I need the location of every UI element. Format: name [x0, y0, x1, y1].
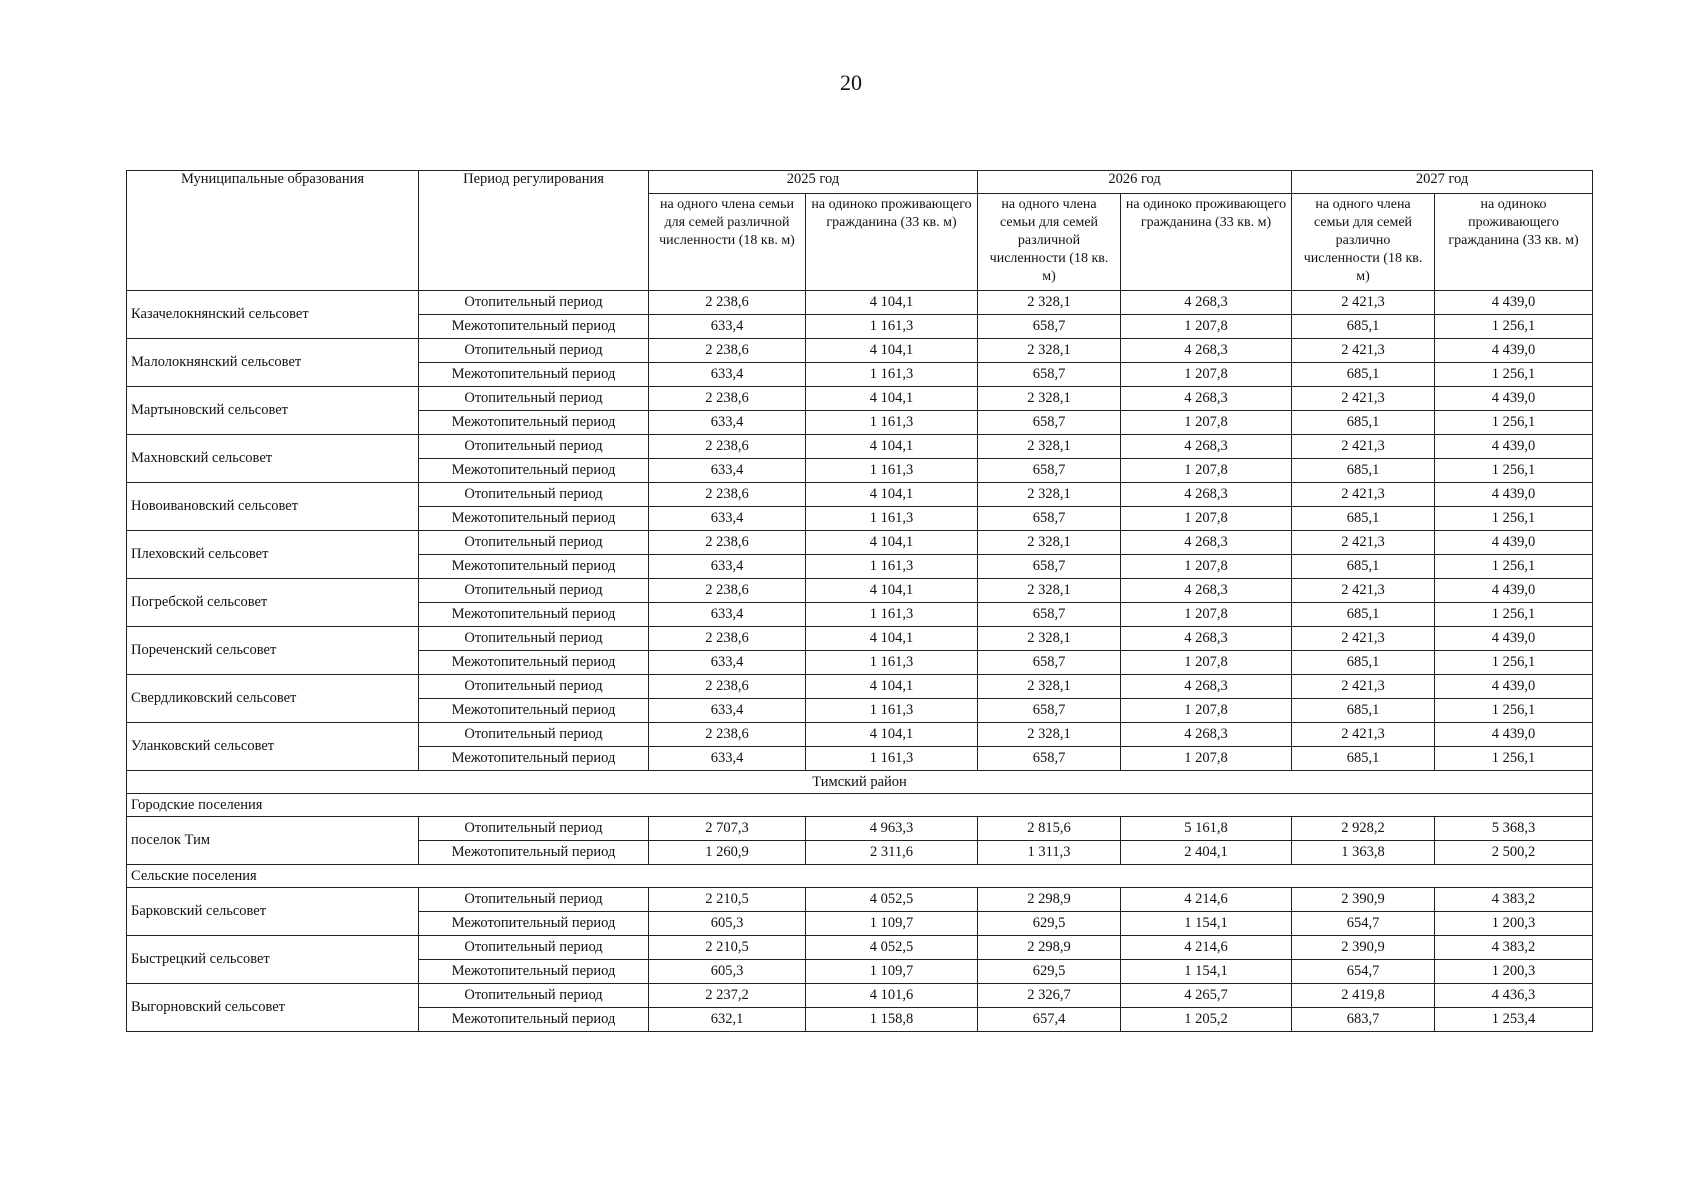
municipality-name: Плеховский сельсовет [127, 531, 419, 579]
period-label: Отопительный период [419, 579, 649, 603]
value-cell: 1 256,1 [1435, 651, 1593, 675]
value-cell: 1 260,9 [649, 841, 806, 865]
tariff-table [126, 170, 1593, 1032]
value-cell: 1 256,1 [1435, 363, 1593, 387]
value-cell: 4 439,0 [1435, 435, 1593, 459]
value-cell: 4 101,6 [806, 984, 978, 1008]
table-row [127, 579, 1593, 603]
value-cell: 4 963,3 [806, 817, 978, 841]
value-cell: 4 439,0 [1435, 723, 1593, 747]
value-cell: 2 421,3 [1292, 579, 1435, 603]
value-cell: 1 207,8 [1121, 747, 1292, 771]
value-cell: 1 158,8 [806, 1008, 978, 1032]
header-per-family-member: на одного члена семьи для семей различной численности (18 кв. м) [649, 194, 806, 291]
value-cell: 4 439,0 [1435, 483, 1593, 507]
value-cell: 2 390,9 [1292, 888, 1435, 912]
value-cell: 4 104,1 [806, 723, 978, 747]
value-cell: 2 237,2 [649, 984, 806, 1008]
value-cell: 4 439,0 [1435, 387, 1593, 411]
value-cell: 632,1 [649, 1008, 806, 1032]
value-cell: 1 161,3 [806, 411, 978, 435]
value-cell: 633,4 [649, 507, 806, 531]
value-cell: 1 207,8 [1121, 507, 1292, 531]
period-label: Отопительный период [419, 888, 649, 912]
period-label: Межотопительный период [419, 363, 649, 387]
value-cell: 4 268,3 [1121, 627, 1292, 651]
section-row [127, 771, 1593, 794]
value-cell: 654,7 [1292, 960, 1435, 984]
value-cell: 633,4 [649, 603, 806, 627]
value-cell: 629,5 [978, 960, 1121, 984]
value-cell: 2 238,6 [649, 627, 806, 651]
value-cell: 685,1 [1292, 555, 1435, 579]
section-title: Тимский район [127, 771, 1593, 794]
value-cell: 658,7 [978, 363, 1121, 387]
group-row [127, 794, 1593, 817]
value-cell: 1 207,8 [1121, 363, 1292, 387]
value-cell: 2 238,6 [649, 675, 806, 699]
value-cell: 2 404,1 [1121, 841, 1292, 865]
value-cell: 2 421,3 [1292, 387, 1435, 411]
value-cell: 4 104,1 [806, 579, 978, 603]
header-year-2027: 2027 год [1292, 171, 1593, 194]
value-cell: 633,4 [649, 363, 806, 387]
value-cell: 1 109,7 [806, 960, 978, 984]
value-cell: 1 256,1 [1435, 411, 1593, 435]
value-cell: 1 161,3 [806, 507, 978, 531]
header-per-family-member: на одного члена семьи для семей различной численности (18 кв. м) [978, 194, 1121, 291]
value-cell: 2 238,6 [649, 387, 806, 411]
value-cell: 685,1 [1292, 699, 1435, 723]
value-cell: 1 200,3 [1435, 912, 1593, 936]
period-label: Межотопительный период [419, 603, 649, 627]
period-label: Межотопительный период [419, 912, 649, 936]
value-cell: 2 328,1 [978, 435, 1121, 459]
value-cell: 4 104,1 [806, 675, 978, 699]
value-cell: 1 207,8 [1121, 651, 1292, 675]
value-cell: 685,1 [1292, 315, 1435, 339]
value-cell: 2 421,3 [1292, 675, 1435, 699]
value-cell: 1 256,1 [1435, 459, 1593, 483]
municipality-name: Новоивановский сельсовет [127, 483, 419, 531]
value-cell: 4 439,0 [1435, 627, 1593, 651]
value-cell: 1 109,7 [806, 912, 978, 936]
value-cell: 1 205,2 [1121, 1008, 1292, 1032]
tariff-table-container [126, 170, 1592, 1032]
value-cell: 4 436,3 [1435, 984, 1593, 1008]
value-cell: 1 256,1 [1435, 603, 1593, 627]
value-cell: 685,1 [1292, 411, 1435, 435]
value-cell: 2 238,6 [649, 531, 806, 555]
value-cell: 2 421,3 [1292, 627, 1435, 651]
value-cell: 685,1 [1292, 603, 1435, 627]
header-single-citizen: на одиноко проживающего гражданина (33 кв. м) [1435, 194, 1593, 291]
value-cell: 1 207,8 [1121, 699, 1292, 723]
municipality-name: Казачелокнянский сельсовет [127, 291, 419, 339]
value-cell: 4 268,3 [1121, 579, 1292, 603]
group-title: Сельские поселения [127, 865, 1593, 888]
value-cell: 2 500,2 [1435, 841, 1593, 865]
header-year-2025: 2025 год [649, 171, 978, 194]
value-cell: 685,1 [1292, 459, 1435, 483]
table-row [127, 723, 1593, 747]
table-row [127, 627, 1593, 651]
value-cell: 633,4 [649, 315, 806, 339]
value-cell: 2 421,3 [1292, 339, 1435, 363]
value-cell: 2 328,1 [978, 579, 1121, 603]
period-label: Межотопительный период [419, 747, 649, 771]
value-cell: 633,4 [649, 459, 806, 483]
value-cell: 4 268,3 [1121, 291, 1292, 315]
period-label: Отопительный период [419, 936, 649, 960]
value-cell: 2 419,8 [1292, 984, 1435, 1008]
value-cell: 2 238,6 [649, 723, 806, 747]
value-cell: 2 326,7 [978, 984, 1121, 1008]
value-cell: 2 298,9 [978, 936, 1121, 960]
value-cell: 658,7 [978, 555, 1121, 579]
table-row [127, 339, 1593, 363]
period-label: Межотопительный период [419, 699, 649, 723]
value-cell: 2 328,1 [978, 675, 1121, 699]
value-cell: 1 161,3 [806, 699, 978, 723]
table-row [127, 483, 1593, 507]
period-label: Межотопительный период [419, 459, 649, 483]
value-cell: 2 238,6 [649, 435, 806, 459]
value-cell: 1 207,8 [1121, 603, 1292, 627]
municipality-name: Свердликовский сельсовет [127, 675, 419, 723]
value-cell: 2 328,1 [978, 723, 1121, 747]
value-cell: 1 207,8 [1121, 555, 1292, 579]
value-cell: 1 154,1 [1121, 912, 1292, 936]
value-cell: 1 256,1 [1435, 315, 1593, 339]
page-number: 20 [840, 70, 862, 95]
value-cell: 4 268,3 [1121, 483, 1292, 507]
period-label: Межотопительный период [419, 315, 649, 339]
value-cell: 4 104,1 [806, 387, 978, 411]
value-cell: 1 154,1 [1121, 960, 1292, 984]
table-body [127, 291, 1593, 1032]
header-municipality: Муниципальные образования [127, 171, 419, 291]
value-cell: 4 439,0 [1435, 291, 1593, 315]
value-cell: 2 298,9 [978, 888, 1121, 912]
value-cell: 5 368,3 [1435, 817, 1593, 841]
value-cell: 1 256,1 [1435, 699, 1593, 723]
municipality-name: Быстрецкий сельсовет [127, 936, 419, 984]
period-label: Отопительный период [419, 675, 649, 699]
value-cell: 2 707,3 [649, 817, 806, 841]
value-cell: 1 256,1 [1435, 555, 1593, 579]
period-label: Отопительный период [419, 435, 649, 459]
value-cell: 658,7 [978, 699, 1121, 723]
value-cell: 4 439,0 [1435, 339, 1593, 363]
period-label: Отопительный период [419, 627, 649, 651]
period-label: Отопительный период [419, 984, 649, 1008]
value-cell: 657,4 [978, 1008, 1121, 1032]
value-cell: 4 268,3 [1121, 723, 1292, 747]
value-cell: 605,3 [649, 912, 806, 936]
municipality-name: Уланковский сельсовет [127, 723, 419, 771]
period-label: Межотопительный период [419, 651, 649, 675]
group-title: Городские поселения [127, 794, 1593, 817]
period-label: Отопительный период [419, 387, 649, 411]
value-cell: 633,4 [649, 699, 806, 723]
value-cell: 1 207,8 [1121, 459, 1292, 483]
value-cell: 2 328,1 [978, 627, 1121, 651]
value-cell: 683,7 [1292, 1008, 1435, 1032]
period-label: Отопительный период [419, 291, 649, 315]
value-cell: 685,1 [1292, 507, 1435, 531]
value-cell: 4 104,1 [806, 339, 978, 363]
value-cell: 1 161,3 [806, 555, 978, 579]
value-cell: 1 256,1 [1435, 507, 1593, 531]
value-cell: 4 268,3 [1121, 339, 1292, 363]
value-cell: 2 421,3 [1292, 483, 1435, 507]
value-cell: 658,7 [978, 411, 1121, 435]
value-cell: 685,1 [1292, 363, 1435, 387]
value-cell: 658,7 [978, 747, 1121, 771]
value-cell: 2 421,3 [1292, 723, 1435, 747]
value-cell: 1 161,3 [806, 651, 978, 675]
value-cell: 1 161,3 [806, 363, 978, 387]
value-cell: 2 210,5 [649, 936, 806, 960]
value-cell: 1 363,8 [1292, 841, 1435, 865]
value-cell: 2 238,6 [649, 579, 806, 603]
value-cell: 633,4 [649, 651, 806, 675]
table-row [127, 984, 1593, 1008]
period-label: Отопительный период [419, 531, 649, 555]
value-cell: 2 238,6 [649, 483, 806, 507]
value-cell: 1 200,3 [1435, 960, 1593, 984]
value-cell: 2 421,3 [1292, 291, 1435, 315]
value-cell: 4 104,1 [806, 627, 978, 651]
value-cell: 4 439,0 [1435, 579, 1593, 603]
value-cell: 658,7 [978, 459, 1121, 483]
value-cell: 633,4 [649, 411, 806, 435]
value-cell: 658,7 [978, 651, 1121, 675]
value-cell: 4 268,3 [1121, 675, 1292, 699]
value-cell: 2 328,1 [978, 531, 1121, 555]
value-cell: 4 439,0 [1435, 675, 1593, 699]
header-single-citizen: на одиноко проживающего гражданина (33 кв. м) [1121, 194, 1292, 291]
value-cell: 685,1 [1292, 747, 1435, 771]
group-row [127, 865, 1593, 888]
value-cell: 605,3 [649, 960, 806, 984]
value-cell: 2 210,5 [649, 888, 806, 912]
period-label: Межотопительный период [419, 841, 649, 865]
header-single-citizen: на одиноко проживающего гражданина (33 кв. м) [806, 194, 978, 291]
table-row [127, 817, 1593, 841]
period-label: Межотопительный период [419, 555, 649, 579]
value-cell: 4 383,2 [1435, 888, 1593, 912]
period-label: Отопительный период [419, 817, 649, 841]
value-cell: 633,4 [649, 555, 806, 579]
value-cell: 1 207,8 [1121, 315, 1292, 339]
period-label: Отопительный период [419, 723, 649, 747]
value-cell: 629,5 [978, 912, 1121, 936]
period-label: Отопительный период [419, 483, 649, 507]
value-cell: 1 161,3 [806, 747, 978, 771]
municipality-name: поселок Тим [127, 817, 419, 865]
value-cell: 1 311,3 [978, 841, 1121, 865]
value-cell: 2 328,1 [978, 339, 1121, 363]
value-cell: 4 265,7 [1121, 984, 1292, 1008]
municipality-name: Выгорновский сельсовет [127, 984, 419, 1032]
value-cell: 4 104,1 [806, 483, 978, 507]
municipality-name: Мартыновский сельсовет [127, 387, 419, 435]
value-cell: 654,7 [1292, 912, 1435, 936]
value-cell: 658,7 [978, 603, 1121, 627]
value-cell: 1 161,3 [806, 603, 978, 627]
table-row [127, 888, 1593, 912]
value-cell: 4 104,1 [806, 435, 978, 459]
value-cell: 4 268,3 [1121, 435, 1292, 459]
value-cell: 2 311,6 [806, 841, 978, 865]
value-cell: 2 421,3 [1292, 531, 1435, 555]
table-row [127, 435, 1593, 459]
period-label: Межотопительный период [419, 507, 649, 531]
municipality-name: Махновский сельсовет [127, 435, 419, 483]
value-cell: 685,1 [1292, 651, 1435, 675]
value-cell: 4 439,0 [1435, 531, 1593, 555]
table-row [127, 531, 1593, 555]
value-cell: 2 815,6 [978, 817, 1121, 841]
table-row [127, 291, 1593, 315]
value-cell: 4 104,1 [806, 531, 978, 555]
value-cell: 2 390,9 [1292, 936, 1435, 960]
municipality-name: Погребской сельсовет [127, 579, 419, 627]
value-cell: 4 214,6 [1121, 936, 1292, 960]
value-cell: 2 238,6 [649, 339, 806, 363]
period-label: Отопительный период [419, 339, 649, 363]
value-cell: 1 256,1 [1435, 747, 1593, 771]
header-per-family-member: на одного члена семьи для семей различно численности (18 кв. м) [1292, 194, 1435, 291]
municipality-name: Малолокнянский сельсовет [127, 339, 419, 387]
period-label: Межотопительный период [419, 411, 649, 435]
value-cell: 4 104,1 [806, 291, 978, 315]
header-period: Период регулирования [419, 171, 649, 291]
value-cell: 4 383,2 [1435, 936, 1593, 960]
value-cell: 633,4 [649, 747, 806, 771]
municipality-name: Барковский сельсовет [127, 888, 419, 936]
header-year-2026: 2026 год [978, 171, 1292, 194]
table-row [127, 387, 1593, 411]
value-cell: 1 253,4 [1435, 1008, 1593, 1032]
value-cell: 2 238,6 [649, 291, 806, 315]
value-cell: 4 268,3 [1121, 387, 1292, 411]
municipality-name: Пореченский сельсовет [127, 627, 419, 675]
value-cell: 4 052,5 [806, 888, 978, 912]
value-cell: 4 214,6 [1121, 888, 1292, 912]
value-cell: 2 421,3 [1292, 435, 1435, 459]
table-row [127, 675, 1593, 699]
value-cell: 1 161,3 [806, 459, 978, 483]
table-row [127, 936, 1593, 960]
value-cell: 2 328,1 [978, 291, 1121, 315]
value-cell: 658,7 [978, 507, 1121, 531]
value-cell: 4 268,3 [1121, 531, 1292, 555]
value-cell: 5 161,8 [1121, 817, 1292, 841]
value-cell: 1 161,3 [806, 315, 978, 339]
period-label: Межотопительный период [419, 960, 649, 984]
value-cell: 2 328,1 [978, 387, 1121, 411]
value-cell: 2 928,2 [1292, 817, 1435, 841]
value-cell: 658,7 [978, 315, 1121, 339]
value-cell: 2 328,1 [978, 483, 1121, 507]
value-cell: 1 207,8 [1121, 411, 1292, 435]
value-cell: 4 052,5 [806, 936, 978, 960]
period-label: Межотопительный период [419, 1008, 649, 1032]
